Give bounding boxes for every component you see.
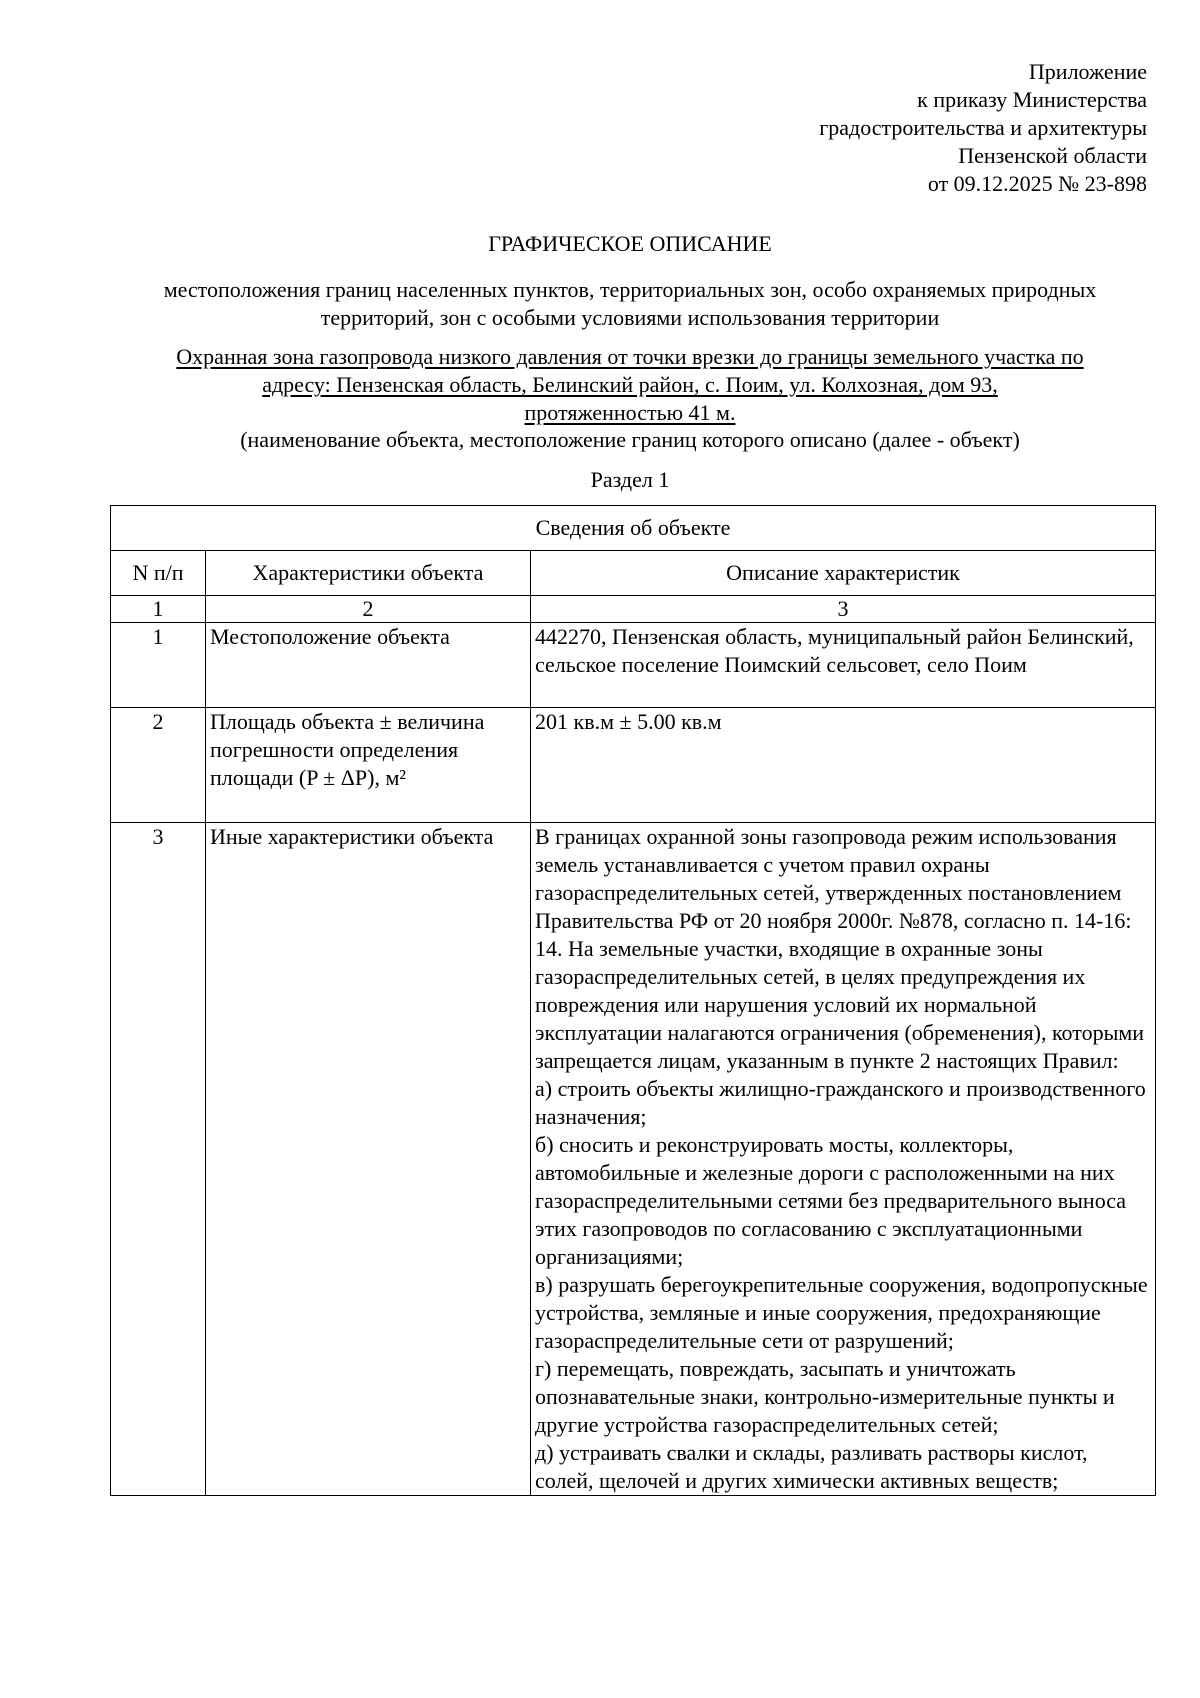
row-characteristic: Местоположение объекта	[206, 623, 531, 708]
object-name-line: протяженностью 41 м.	[524, 400, 736, 425]
column-number: 2	[206, 596, 531, 623]
appendix-block	[819, 58, 1147, 198]
row-description: 442270, Пензенская область, муниципальный район Белинский, сельское поселение Поимский сельсовет, село Поим	[531, 623, 1156, 708]
section-label: Раздел 1	[590, 467, 670, 492]
appendix-line: градостроительства и архитектуры	[819, 115, 1147, 140]
table-row	[111, 623, 1156, 708]
header-number: N п/п	[111, 551, 206, 596]
row-number: 1	[111, 623, 206, 708]
table-caption: Сведения об объекте	[111, 506, 1156, 551]
row-characteristic: Площадь объекта ± величина погрешности определения площади (P ± ΔP), м²	[206, 708, 531, 823]
header-characteristic: Характеристики объекта	[206, 551, 531, 596]
table-row	[111, 823, 1156, 1496]
header-description: Описание характеристик	[531, 551, 1156, 596]
row-number: 3	[111, 823, 206, 1496]
object-name-line: Охранная зона газопровода низкого давления от точки врезки до границы земельного участка по	[176, 344, 1084, 369]
object-name-line: адресу: Пензенская область, Белинский район, с. Поим, ул. Колхозная, дом 93,	[262, 372, 998, 397]
row-description: В границах охранной зоны газопровода режим использования земель устанавливается с учетом правил охраны газораспределительных сетей, утвержденных постановлением Правительства РФ от 20 ноября 2000г. №878, согласно п. 14-16: 14. На земельные участки, входящие в охранные зоны газораспределительных сетей, в целях предупреждения их повреждения или нарушения условий их нормальной эксплуатации налагаются ограничения (обременения), которыми запрещается лицам, указанным в пункте 2 настоящих Правил: а) строить объекты жилищно-гражданского и производственного назначения; б) сносить и реконструировать мосты, коллекторы, автомобильные и железные дороги с расположенными на них газораспределительными сетями без предварительного выноса этих газопроводов по согласованию с эксплуатационными организациями; в) разрушать берегоукрепительные сооружения, водопропускные устройства, земляные и иные сооружения, предохраняющие газораспределительные сети от разрушений; г) перемещать, повреждать, засыпать и уничтожать опознавательные знаки, контрольно-измерительные пункты и другие устройства газораспределительных сетей; д) устраивать свалки и склады, разливать растворы кислот, солей, щелочей и других химически активных веществ;	[531, 823, 1156, 1496]
row-number: 2	[111, 708, 206, 823]
column-number: 3	[531, 596, 1156, 623]
document-title: ГРАФИЧЕСКОЕ ОПИСАНИЕ	[488, 231, 772, 256]
appendix-date-line: от 09.12.2025 № 23-898	[927, 171, 1147, 196]
appendix-line: к приказу Министерства	[917, 87, 1147, 112]
row-description: 201 кв.м ± 5.00 кв.м	[531, 708, 1156, 823]
row-characteristic: Иные характеристики объекта	[206, 823, 531, 1496]
appendix-line: Пензенской области	[958, 143, 1147, 168]
document-subtitle: местоположения границ населенных пунктов, территориальных зон, особо охраняемых природных территорий, зон с особыми условиями использования территории	[163, 277, 1097, 330]
object-name	[110, 343, 1150, 427]
object-caption: (наименование объекта, местоположение границ которого описано (далее - объект)	[240, 427, 1020, 452]
column-number: 1	[111, 596, 206, 623]
appendix-line: Приложение	[1028, 59, 1147, 84]
object-info-table	[110, 505, 1156, 1496]
table-row	[111, 708, 1156, 823]
